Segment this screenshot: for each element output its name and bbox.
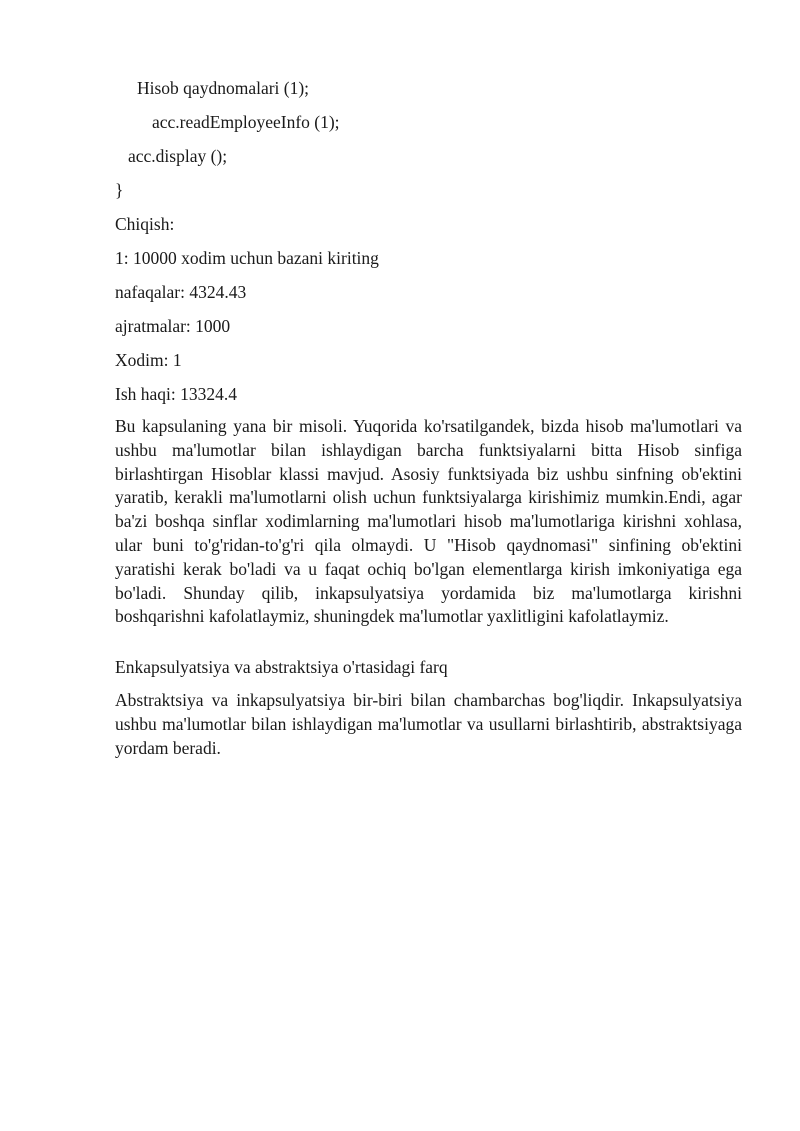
code-line-1: Hisob qaydnomalari (1);	[137, 78, 310, 98]
body-paragraph-abstraction: Abstraktsiya va inkapsulyatsiya bir-biri bilan chambarchas bog'liqdir. Inkapsulyatsiya ushbu ma'lumotlar bilan ishlaydigan ma'lumotlar va usullarni birlashtirib, abstraktsiyaga yordam beradi.	[115, 690, 742, 758]
output-line: 1: 10000 xodim uchun bazani kiriting	[115, 248, 379, 268]
output-line: nafaqalar: 4324.43	[115, 282, 247, 302]
output-heading: Chiqish:	[115, 214, 175, 234]
body-paragraph-encapsulation-example: Bu kapsulaning yana bir misoli. Yuqorida ko'rsatilgandek, bizda hisob ma'lumotlari va ushbu ma'lumotlar bilan ishlaydigan barcha funktsiyalarni bitta Hisob sinfiga birlashtirgan Hisoblar klassi mavjud. Asosiy funktsiyada biz ushbu sinfning ob'ektini yaratib, kerakli ma'lumotlarni olish uchun funktsiyalarga kirishimiz mumkin.Endi, agar ba'zi boshqa sinflar xodimlarning ma'lumotlari hisob ma'lumotlariga kirishni xohlasa, ular buni to'g'ridan-to'g'ri qila olmaydi. U "Hisob qaydnomasi" sinfining ob'ektini yaratishi kerak bo'ladi va u faqat ochiq bo'lgan elementlarga kirish imkoniyatiga ega bo'ladi. Shunday qilib, inkapsulyatsiya yordamida biz ma'lumotlarga kirishni boshqarishni kafolatlaymiz, shuningdek ma'lumotlar yaxlitligini kafolatlaymiz.	[115, 416, 742, 627]
output-line: ajratmalar: 1000	[115, 316, 231, 336]
code-line-2: acc.readEmployeeInfo (1);	[152, 112, 340, 132]
code-closing-brace: }	[115, 180, 124, 200]
output-line: Ish haqi: 13324.4	[115, 384, 238, 404]
code-line-3: acc.display ();	[128, 146, 228, 166]
section-heading: Enkapsulyatsiya va abstraktsiya o'rtasidagi farq	[115, 657, 448, 677]
output-line: Xodim: 1	[115, 350, 182, 370]
